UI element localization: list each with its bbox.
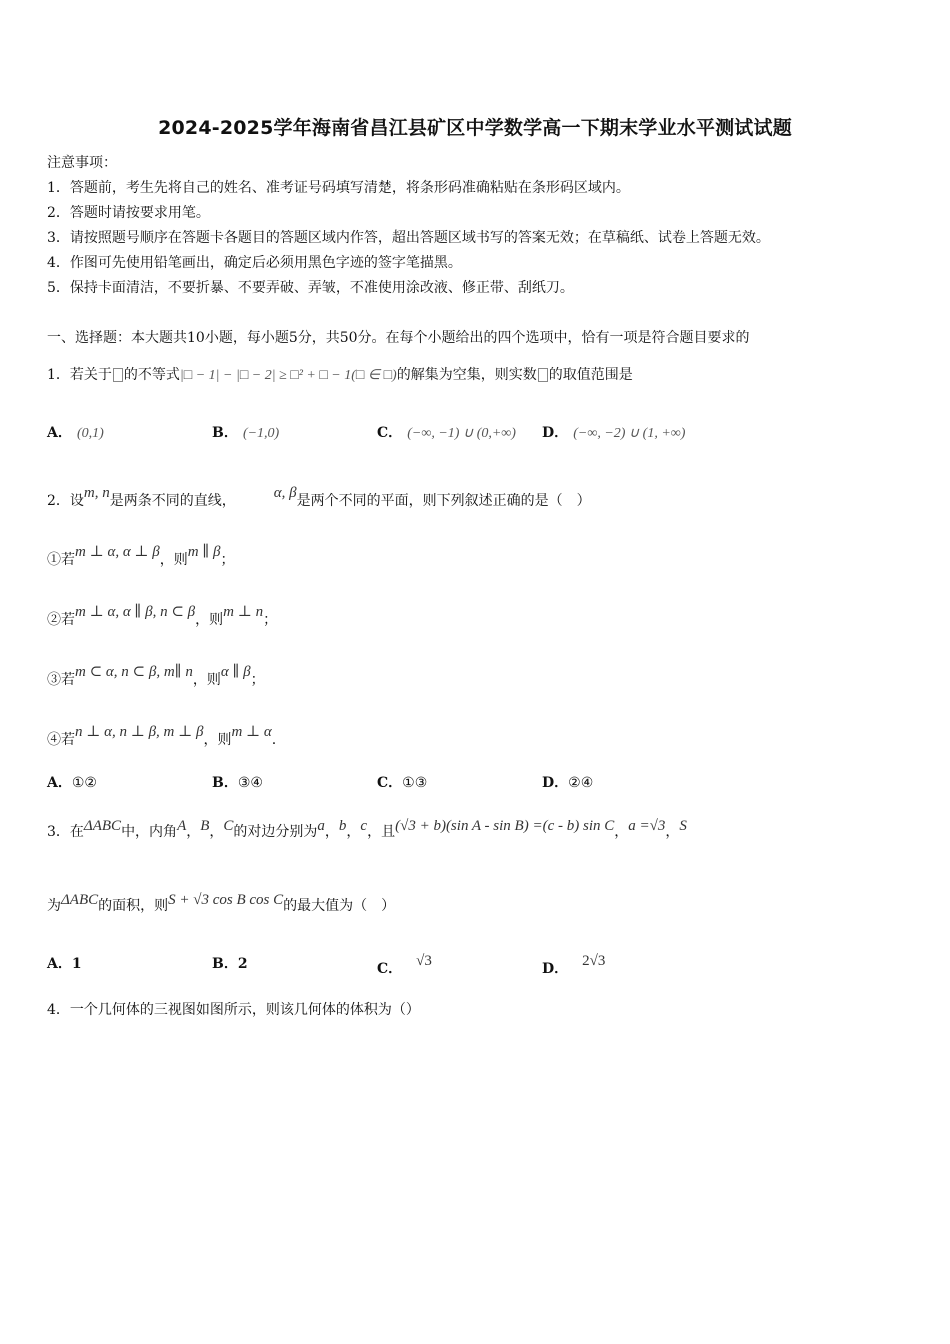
notice-item: 2．答题时请按要求用笔。 xyxy=(47,205,210,221)
q2-statement-4: ④若n ⊥ α, n ⊥ β, m ⊥ β，则m ⊥ α. xyxy=(47,724,277,748)
option-math: (−∞, −2) ∪ (1, +∞) xyxy=(573,426,686,441)
q3-option-d[interactable]: D． 2√3 xyxy=(542,953,606,977)
q3-equation: (√3 + b)(sin A - sin B) =(c - b) sin C xyxy=(395,818,615,834)
q3-expression: S + √3 cos B cos C xyxy=(168,892,284,908)
question-1 xyxy=(47,364,633,384)
page-title: 2024-2025学年海南省昌江县矿区中学数学高一下期末学业水平测试试题 xyxy=(158,117,792,139)
q2-option-a[interactable]: A．①② xyxy=(47,775,97,791)
q2-text-1: 设 xyxy=(69,493,84,509)
notice-item: 4．作图可先使用铅笔画出，确定后必须用黑色字迹的签字笔描黑。 xyxy=(47,255,462,271)
q1-option-b[interactable]: B． (−1,0) xyxy=(212,425,280,441)
q2-statement-3: ③若m ⊂ α, n ⊂ β, m∥ n，则α ∥ β； xyxy=(47,664,265,688)
q2-planes: α, β xyxy=(273,485,297,501)
question-3: 3．在ΔABC中，内角A，B，C的对边分别为a，b，c，且(√3 + b)(sin A - sin B) =(c - b) sin C，a =√3，S xyxy=(47,818,687,840)
q2-option-c[interactable]: C．①③ xyxy=(377,775,428,791)
section-heading: 一、选择题：本大题共10小题，每小题5分，共50分。在每个小题给出的四个选项中，恰有一项是符合题目要求的 xyxy=(47,330,750,346)
q3-option-b[interactable]: B．2 xyxy=(212,956,248,972)
q1-option-a[interactable]: A． (0,1) xyxy=(47,425,104,441)
q2-text-2: 是两条不同的直线， xyxy=(109,493,236,509)
q2-text-3: 是两个不同的平面，则下列叙述正确的是（ ） xyxy=(296,493,591,509)
question-3-cont: 为ΔABC的面积，则S + √3 cos B cos C的最大值为（ ） xyxy=(47,892,396,914)
question-number: 2． xyxy=(47,493,70,509)
q2-lines: m, n xyxy=(83,485,110,501)
option-math: (−∞, −1) ∪ (0,+∞) xyxy=(407,426,516,441)
q2-statement-1: ①若m ⊥ α, α ⊥ β，则m ∥ β； xyxy=(47,544,235,568)
placeholder-icon xyxy=(113,368,123,382)
q1-inequality: |□ − 1| − |□ − 2| ≥ □² + □ − 1(□ ∈ □) xyxy=(179,368,397,383)
q3-option-a[interactable]: A．1 xyxy=(47,956,82,972)
q2-statement-2: ②若m ⊥ α, α ∥ β, n ⊂ β，则m ⊥ n； xyxy=(47,604,278,628)
q1-text-2: 的不等式 xyxy=(123,367,180,383)
q1-text-3: 的解集为空集，则实数 xyxy=(396,367,537,383)
question-4: 4．一个几何体的三视图如图所示，则该几何体的体积为（） xyxy=(47,1002,420,1018)
option-math: (−1,0) xyxy=(242,426,280,441)
option-math: (0,1) xyxy=(76,426,104,441)
q3-option-c[interactable]: C． √3 xyxy=(377,953,432,977)
q1-option-c[interactable]: C． (−∞, −1) ∪ (0,+∞) xyxy=(377,425,516,441)
q1-text-4: 的取值范围是 xyxy=(548,367,633,383)
q2-option-d[interactable]: D．②④ xyxy=(542,775,594,791)
question-2 xyxy=(47,485,591,510)
placeholder-icon xyxy=(538,368,548,382)
notice-heading: 注意事项： xyxy=(47,155,117,171)
q1-text-1: 若关于 xyxy=(69,367,112,383)
q1-option-d[interactable]: D． (−∞, −2) ∪ (1, +∞) xyxy=(542,425,686,441)
q2-option-b[interactable]: B．③④ xyxy=(212,775,263,791)
question-number: 1． xyxy=(47,367,70,383)
notice-item: 1．答题前，考生先将自己的姓名、准考证号码填写清楚，将条形码准确粘贴在条形码区域内。 xyxy=(47,180,630,196)
question-number: 3． xyxy=(47,824,70,840)
notice-item: 5．保持卡面清洁，不要折暴、不要弄破、弄皱，不准使用涂改液、修正带、刮纸刀。 xyxy=(47,280,574,296)
notice-item: 3．请按照题号顺序在答题卡各题目的答题区域内作答，超出答题区域书写的答案无效；在草稿纸、试卷上答题无效。 xyxy=(47,230,770,246)
question-number: 4． xyxy=(47,1002,70,1018)
